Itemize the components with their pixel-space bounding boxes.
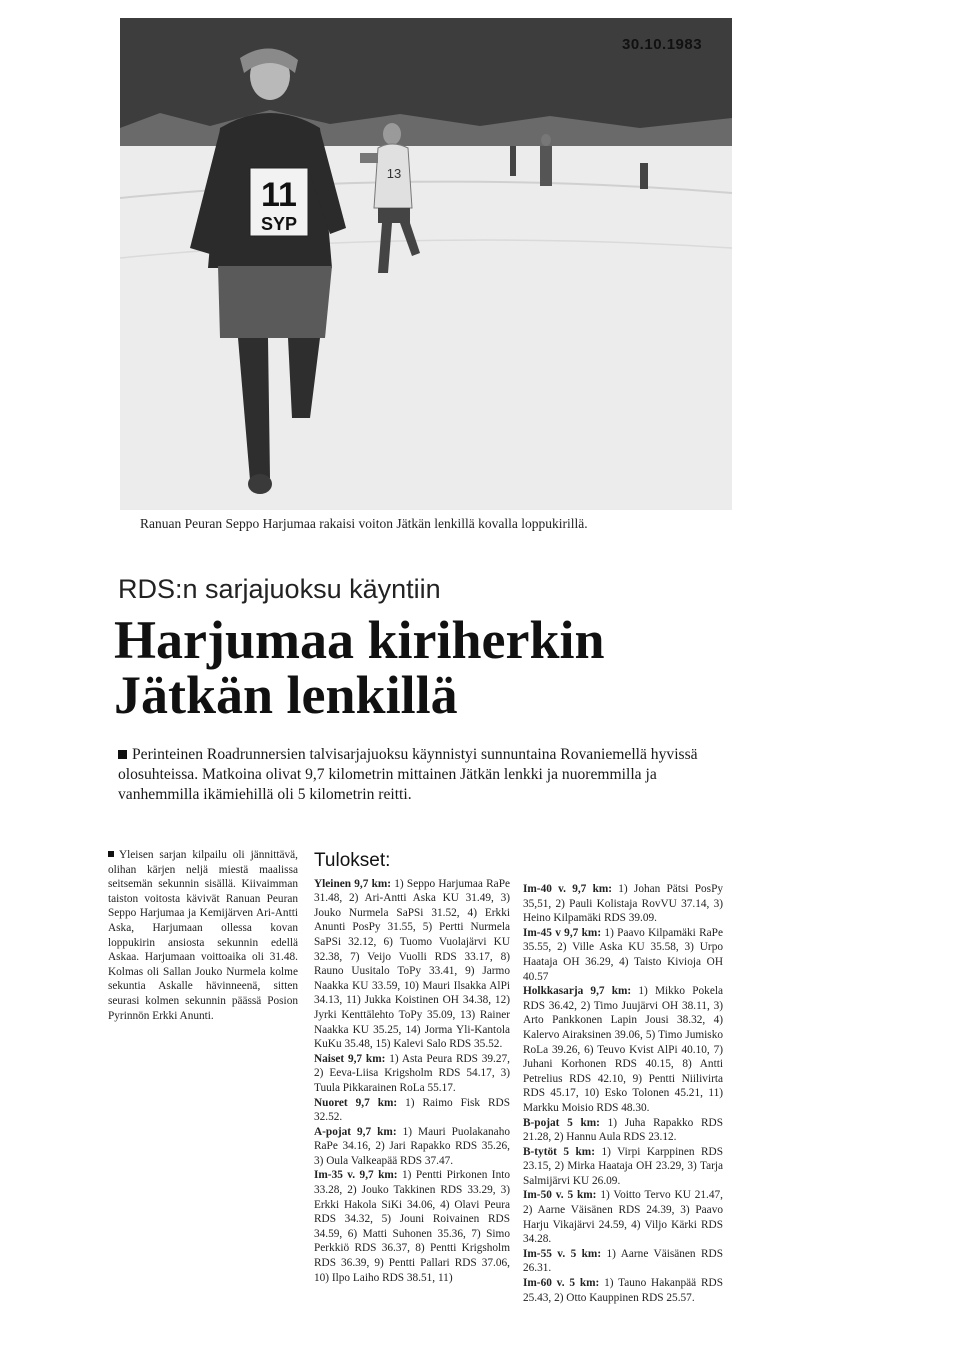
result-entry bbox=[523, 1247, 723, 1276]
result-entry bbox=[314, 877, 510, 1052]
bib-sponsor: SYP bbox=[260, 214, 298, 234]
result-category: Im-40 v. 9,7 km: bbox=[523, 883, 613, 895]
result-category: B-pojat 5 km: bbox=[523, 1116, 600, 1129]
result-text: 1) Johan Pätsi PosPy 35,51, 2) Pauli Kolistaja RovVU 37.14, 3) Heino Kilpamäki RDS 39.09. bbox=[523, 883, 724, 925]
result-text: 1) Juha Rapakko RDS 21.28, 2) Hannu Aula RDS 23.12. bbox=[523, 1116, 723, 1144]
result-entry bbox=[523, 1188, 723, 1246]
headline-line-1: Harjumaa kiriherkin bbox=[114, 610, 605, 670]
result-entry bbox=[314, 1096, 510, 1125]
result-category: Holkkasarja 9,7 km: bbox=[523, 985, 632, 998]
article-headline bbox=[114, 610, 754, 725]
result-category: Im-45 v 9,7 km: bbox=[523, 926, 602, 939]
headline-line-2: Jätkän lenkillä bbox=[114, 665, 458, 725]
result-text: 1) Paavo Kilpamäki RaPe 35.55, 2) Ville Aska KU 35.58, 3) Urpo Haataja OH 36.29, 4) Taisto Kivioja OH 40.57 bbox=[523, 926, 723, 983]
result-text: 1) Mikko Pokela RDS 36.42, 2) Timo Juujärvi OH 38.11, 3) Arto Pankkonen Lapin Jousi 38.32, 4) Kalervo Airaksinen 39.06, 5) Timo Jumisko RoLa 39.26, 6) Teuvo Kvist AlPi 40.10, 7) Juhani Korhonen RDS 40.15, 8) Antti Petrelius RDS 42.10, 9) Pentti Niilivirta RDS 45.17, 10) Esko Tolonen 45.21, 11) Markku Moisio RDS 48.30. bbox=[523, 985, 723, 1114]
result-text: 1) Seppo Harjumaa RaPe 31.48, 2) Ari-Antti Aska KU 31.49, 3) Jouko Nurmela SaPSi 31.52, 4) Erkki Anunti PosPy 31.55, 5) Pertti Nurmela SaPSi 32.12, 6) Tuomo Vuolajärvi KU 32.38, 7) Veijo Vuolli RDS 33.17, 8) Rauno Uusitalo ToPy 33.41, 9) Jarmo Naakka KU 33.59, 10) Mauri Ilsakka AlPi 34.13, 11) Jukka Koistinen OH 34.38, 12) Jyrki Kenttälehto ToPy 35.09, 13) Rainer Naakka KU 35.25, 14) Jorma Yli-Kantola KuKu 35.48, 15) Kalevi Salo RDS 35.52. bbox=[314, 877, 510, 1051]
result-text: 1) Asta Peura RDS 39.27, 2) Eeva-Liisa Krigsholm RDS 54.17, 3) Tuula Pikkarainen RoLa 55.17. bbox=[314, 1052, 510, 1094]
bullet-square-icon bbox=[118, 750, 127, 759]
result-entry bbox=[314, 1168, 510, 1285]
result-text: 1) Raimo Fisk RDS 32.52. bbox=[314, 1096, 510, 1124]
result-entry bbox=[523, 1116, 723, 1145]
bullet-square-icon bbox=[108, 851, 114, 857]
runners-illustration bbox=[120, 18, 732, 510]
result-text: 1) Mauri Puolakanaho RaPe 34.16, 2) Jari Rapakko RDS 35.26, 3) Oula Valkeapää RDS 37.47. bbox=[314, 1125, 510, 1167]
results-column-2 bbox=[523, 882, 723, 1305]
lead-text: Perinteinen Roadrunnersien talvisarjajuoksu käynnistyi sunnuntaina Rovaniemellä hyvissä olosuhteissa. Matkoina olivat 9,7 kilometrin mittainen Jätkän lenkki ja nuoremmilla ja vanhemmilla ikämiehillä oli 5 kilometrin reitti. bbox=[118, 746, 698, 803]
result-category: B-tytöt 5 km: bbox=[523, 1145, 595, 1158]
result-category: Yleinen 9,7 km: bbox=[314, 877, 392, 890]
publication-date: 30.10.1983 bbox=[622, 36, 703, 53]
result-text: 1) Voitto Tervo KU 21.47, 2) Aarne Väisänen RDS 24.39, 3) Paavo Harju Vikajärvi 24.59, 4) Viljo Kärki RDS 34.28. bbox=[523, 1189, 723, 1246]
result-category: Im-55 v. 5 km: bbox=[523, 1247, 602, 1260]
result-category: Im-50 v. 5 km: bbox=[523, 1189, 597, 1202]
photo-caption: Ranuan Peuran Seppo Harjumaa rakaisi voiton Jätkän lenkillä kovalla loppukirillä. bbox=[140, 516, 588, 531]
results-column-1 bbox=[314, 850, 511, 1285]
result-entry bbox=[523, 1276, 723, 1305]
result-entry bbox=[314, 1125, 510, 1169]
result-entry bbox=[314, 1052, 510, 1096]
result-text: 1) Virpi Karppinen RDS 23.15, 2) Mirka Haataja OH 23.29, 3) Tarja Salmijärvi KU 26.09. bbox=[523, 1145, 723, 1187]
result-category: A-pojat 9,7 km: bbox=[314, 1125, 397, 1138]
result-category: Naiset 9,7 km: bbox=[314, 1052, 386, 1065]
result-category: Nuoret 9,7 km: bbox=[314, 1096, 398, 1109]
bib-number-front: 11 bbox=[261, 176, 297, 214]
body-text: Yleisen sarjan kilpailu oli jännittävä, olihan kärjen neljä miestä maalissa seitsemän sekunnin sisällä. Kiivaimman taiston voitosta kävivät Ranuan Peuran Seppo Harjumaa ja Kemijärven Ari-Antti Aska, Harjumaan ollessa kovan loppukirin ansiosta sekunnin edellä Askaa. Harjumaan voittoaika oli 31.48. Kolmas oli Sallan Jouko Nurmela kolme sekuntia Askalle hävinneenä, sitten seurasi kolmen sekunnin päässä Posion Pyrinnön Erkki Anunti. bbox=[108, 849, 298, 1022]
result-text: 1) Aarne Väisänen RDS 26.31. bbox=[523, 1247, 723, 1275]
race-photo bbox=[120, 18, 732, 510]
result-category: Im-35 v. 9,7 km: bbox=[314, 1169, 398, 1182]
result-entry bbox=[523, 882, 723, 926]
article-body-column bbox=[108, 848, 298, 1023]
bib-number-back: 13 bbox=[386, 166, 402, 181]
result-entry bbox=[523, 984, 723, 1115]
result-entry bbox=[523, 1145, 723, 1189]
article-lead bbox=[118, 745, 712, 805]
article-kicker: RDS:n sarjajuoksu käyntiin bbox=[118, 574, 441, 604]
result-entry bbox=[523, 926, 723, 984]
result-text: 1) Tauno Hakanpää RDS 25.43, 2) Otto Kauppinen RDS 25.57. bbox=[523, 1277, 723, 1304]
results-title: Tulokset: bbox=[314, 850, 391, 871]
result-category: Im-60 v. 5 km: bbox=[523, 1277, 600, 1290]
result-text: 1) Pentti Pirkonen Into 33.28, 2) Jouko Takkinen RDS 33.29, 3) Erkki Hakola SiKi 34.06, 4) Olavi Peura RDS 34.32, 5) Jouni Roivainen RDS 34.59, 6) Matti Suhonen 35.36, 7) Simo Perkkiö RDS 36.37, 8) Pentti Krigsholm RDS 36.39, 9) Pentti Pallari RDS 37.06, 10) Ilpo Laiho RDS 38.51, 11) bbox=[314, 1169, 511, 1284]
